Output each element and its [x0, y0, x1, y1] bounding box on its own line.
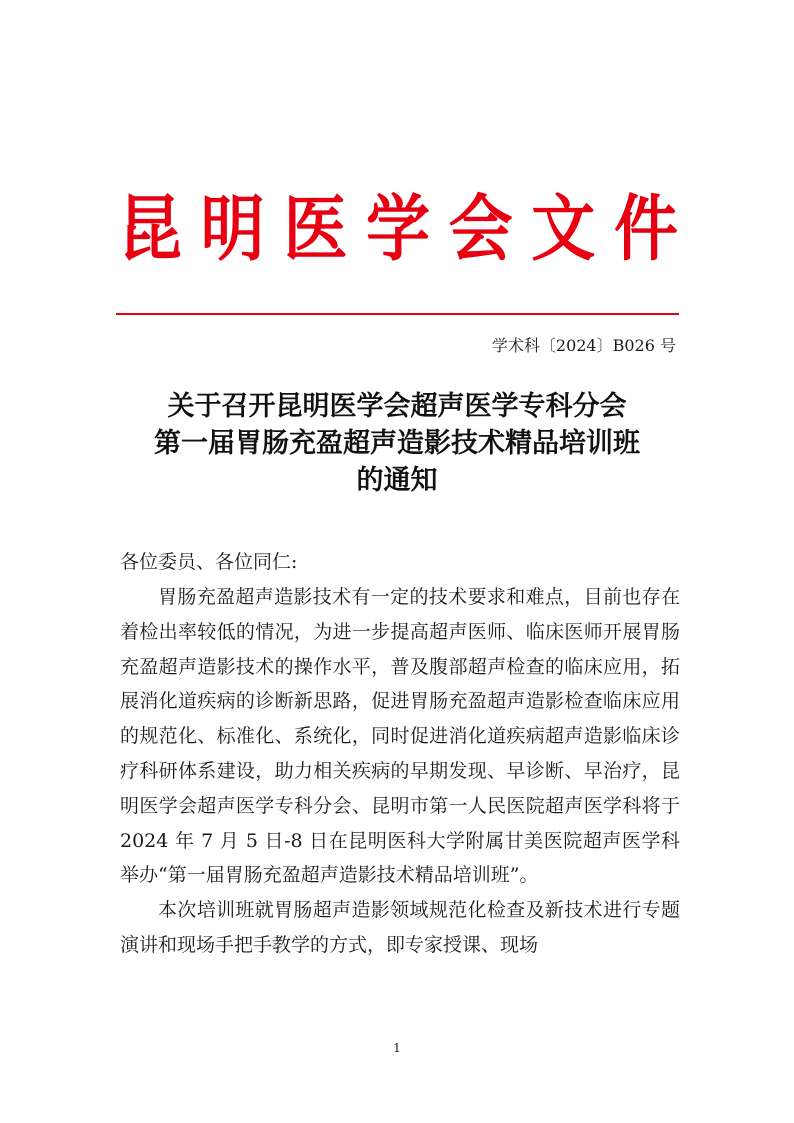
notice-title-line: 的通知 — [356, 465, 438, 496]
masthead-char: 件 — [613, 188, 678, 272]
masthead-char: 明 — [200, 188, 265, 272]
notice-title-line: 第一届胃肠充盈超声造影技术精品培训班 — [154, 428, 640, 459]
red-divider-line — [116, 313, 679, 315]
body-text — [120, 580, 680, 963]
masthead-char: 会 — [448, 188, 513, 272]
masthead-char: 文 — [531, 188, 596, 272]
document-number: 学术科〔2024〕B026 号 — [491, 336, 676, 355]
masthead-title — [118, 188, 678, 272]
masthead-char: 学 — [365, 188, 430, 272]
masthead-char: 昆 — [118, 188, 182, 272]
page-number: 1 — [393, 1041, 401, 1055]
paragraph: 胃肠充盈超声造影技术有一定的技术要求和难点，目前也存在着检出率较低的情况，为进一步提高超声医师、临床医师开展胃肠充盈超声造影技术的操作水平，普及腹部超声检查的临床应用，拓展消化道疾病的诊断新思路，促进胃肠充盈超声造影检查临床应用的规范化、标准化、系统化，同时促进消化道疾病超声造影临床诊疗科研体系建设，助力相关疾病的早期发现、早诊断、早治疗，昆明医学会超声医学专科分会、昆明市第一人民医院超声医学科将于 2024 年 7 月 5 日-8 日在昆明医科大学附属甘美医院超声医学科举办“第一届胃肠充盈超声造影技术精品培训班”。 — [120, 586, 680, 887]
paragraph: 本次培训班就胃肠超声造影领域规范化检查及新技术进行专题演讲和现场手把手教学的方式，即专家授课、现场 — [120, 899, 680, 956]
masthead-char: 医 — [283, 188, 348, 272]
notice-title-line: 关于召开昆明医学会超声医学专科分会 — [167, 391, 627, 422]
salutation: 各位委员、各位同仁: — [120, 551, 298, 573]
notice-title — [100, 388, 694, 499]
